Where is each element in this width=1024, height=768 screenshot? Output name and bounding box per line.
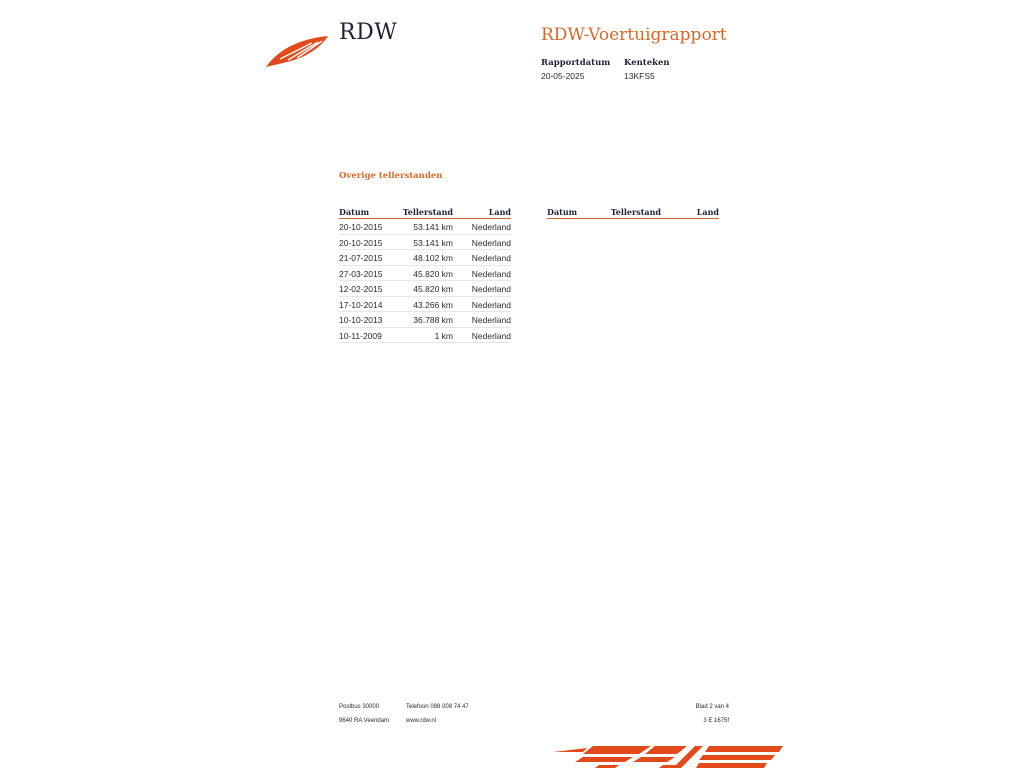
column-header-reading: Tellerstand (610, 207, 661, 217)
table-row (339, 312, 511, 328)
row-reading: 53.141 km (413, 237, 453, 248)
report-title: RDW-Voertuigrapport (541, 25, 727, 45)
section-title: Overige tellerstanden (339, 171, 443, 181)
row-date: 21-07-2015 (339, 253, 383, 263)
license-plate-label: Kenteken (624, 58, 670, 68)
footer-postbus: Postbus 30000 (339, 704, 380, 710)
footer-code: 3 E 1675f (703, 718, 729, 724)
row-reading: 43.266 km (413, 299, 453, 310)
table-row (339, 266, 511, 282)
row-reading: 53.141 km (413, 222, 453, 232)
footer-phone: Telefoon 088 008 74 47 (406, 704, 469, 710)
footer-page-number: Blad 2 van 4 (695, 704, 729, 710)
row-reading: 45.820 km (413, 268, 453, 279)
table-row (339, 281, 511, 297)
row-date: 10-10-2013 (339, 315, 383, 325)
column-header-reading: Tellerstand (402, 207, 453, 217)
table-row (339, 219, 511, 235)
table-header (339, 207, 511, 219)
row-country: Nederland (471, 299, 511, 310)
rdw-stripes-logo-icon (553, 744, 785, 768)
footer-address: 9640 RA Veendam (339, 718, 390, 724)
row-country: Nederland (471, 237, 511, 248)
row-reading: 1 km (434, 330, 453, 341)
report-date-label: Rapportdatum (541, 58, 611, 68)
footer-website-link[interactable]: www.rdw.nl (406, 718, 437, 724)
row-date: 20-10-2015 (339, 222, 383, 232)
odometer-table-left (339, 207, 511, 343)
row-date: 27-03-2015 (339, 268, 383, 279)
row-country: Nederland (471, 315, 511, 325)
table-header (547, 207, 719, 219)
row-reading: 48.102 km (413, 253, 453, 263)
row-date: 10-11-2009 (339, 330, 382, 341)
row-reading: 45.820 km (413, 284, 453, 294)
row-country: Nederland (471, 222, 511, 232)
rdw-feather-logo-icon (264, 34, 330, 70)
column-header-country: Land (488, 207, 511, 217)
license-plate-value: 13KFS5 (624, 71, 655, 81)
row-country: Nederland (471, 253, 511, 263)
row-date: 20-10-2015 (339, 237, 383, 248)
column-header-date: Datum (547, 207, 578, 217)
table-row (339, 297, 511, 313)
row-date: 12-02-2015 (339, 284, 383, 294)
report-date-value: 20-05-2025 (541, 71, 585, 81)
column-header-country: Land (696, 207, 719, 217)
odometer-table-right (547, 207, 719, 219)
table-row (339, 328, 511, 344)
row-country: Nederland (471, 284, 511, 294)
row-country: Nederland (471, 330, 511, 341)
row-reading: 36.788 km (413, 315, 453, 325)
row-country: Nederland (471, 268, 511, 279)
brand-name: RDW (339, 20, 398, 45)
table-row (339, 250, 511, 266)
table-row (339, 235, 511, 251)
row-date: 17-10-2014 (339, 299, 383, 310)
column-header-date: Datum (339, 207, 370, 217)
